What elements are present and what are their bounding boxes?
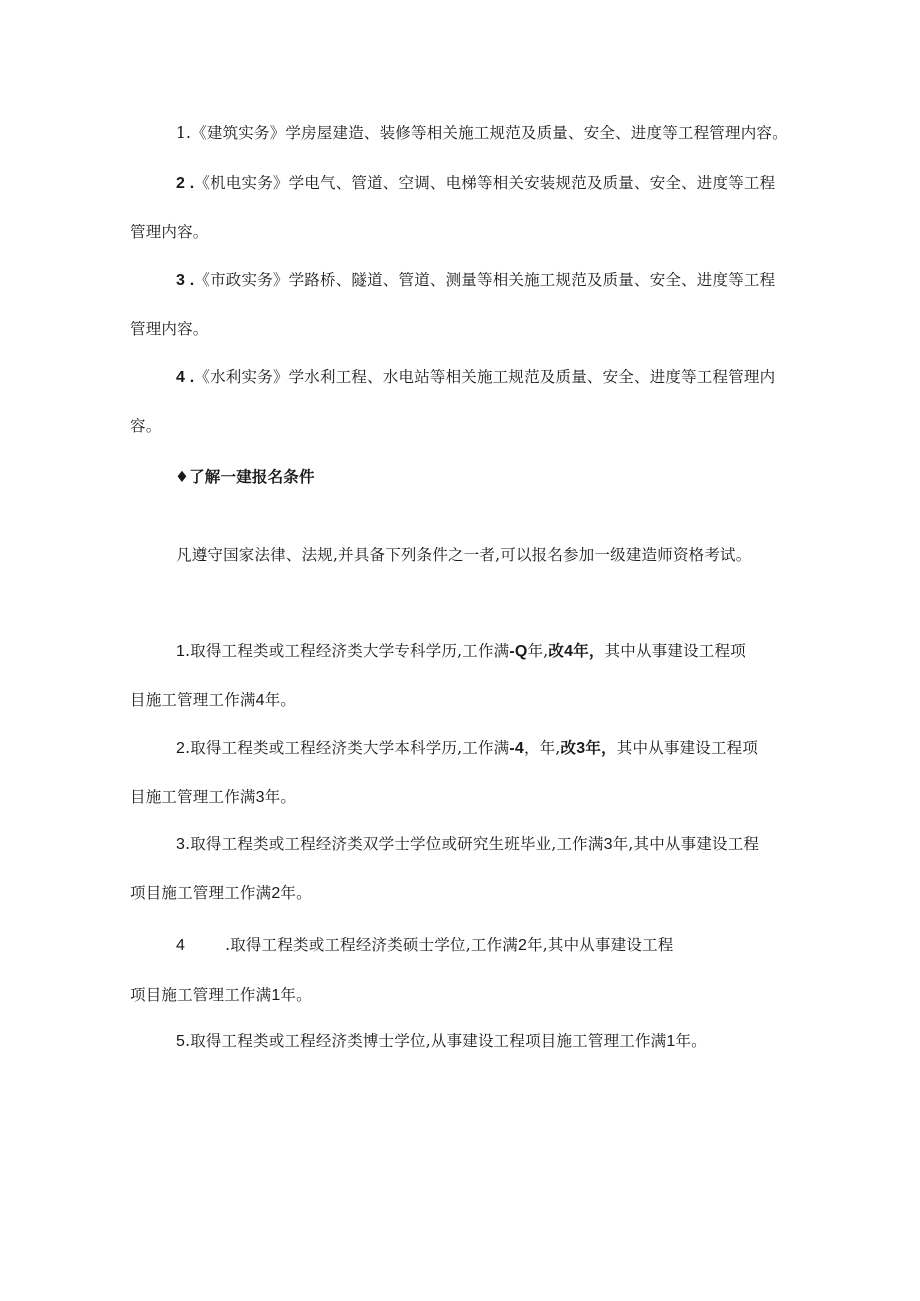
subject-number: 2 . xyxy=(176,175,195,192)
condition-text: -4 xyxy=(509,740,525,757)
condition-text: 改 xyxy=(548,642,565,660)
condition-text: 1 xyxy=(666,1033,676,1050)
subject-text: 《市政实务》学路桥、隧道、管道、测量等相关施工规范及质量、安全、进度等工程 xyxy=(194,271,776,289)
subject-item-4-continued xyxy=(130,416,161,436)
condition-item-4 xyxy=(176,935,674,956)
condition-item-5 xyxy=(176,1031,707,1052)
condition-text: 项目施工管理工作满 xyxy=(130,884,272,902)
condition-text: 年。 xyxy=(264,691,297,709)
heading-text: 了解一建报名条件 xyxy=(189,468,315,486)
condition-text: 4 xyxy=(255,692,265,709)
subject-number: 1. xyxy=(176,124,192,142)
subject-item-3 xyxy=(176,270,775,291)
condition-text: 其中从事建设工程项 xyxy=(604,642,746,660)
condition-text: 2 xyxy=(517,937,528,954)
subject-text: 容。 xyxy=(130,417,162,435)
subject-text: 《机电实务》学电气、管道、空调、电梯等相关安装规范及质量、安全、进度等工程 xyxy=(194,174,776,192)
subject-item-3-continued xyxy=(130,319,209,339)
condition-text: 目施工管理工作满 xyxy=(130,691,256,709)
condition-text: 年， xyxy=(573,642,605,660)
condition-number: 5 xyxy=(176,1033,186,1050)
condition-text: 年。 xyxy=(675,1032,707,1050)
condition-text: .取得工程类或工程经济类大学本科学历,工作满 xyxy=(185,739,510,757)
condition-text: 项目施工管理工作满 xyxy=(130,986,272,1004)
condition-number: 3 xyxy=(176,836,186,853)
diamond-bullet-icon: ♦ xyxy=(175,468,190,486)
subject-item-1 xyxy=(176,123,788,143)
subject-number: 3 . xyxy=(176,272,195,289)
condition-number: 2 xyxy=(176,740,186,757)
condition-text: 4 xyxy=(564,643,574,660)
condition-text: 3 xyxy=(603,836,613,853)
subject-text: 《水利实务》学水利工程、水电站等相关施工规范及质量、安全、进度等工程管理内 xyxy=(194,368,776,386)
condition-text: 其中从事建设工程项 xyxy=(616,739,759,757)
condition-text: ，年, xyxy=(524,739,561,757)
condition-text: 1 xyxy=(271,987,281,1004)
condition-text: .取得工程类或工程经济类博士学位,从事建设工程项目施工管理工作满 xyxy=(185,1032,667,1050)
condition-text: 年， xyxy=(585,739,617,757)
condition-text: 目施工管理工作满 xyxy=(130,788,256,806)
condition-text: 年, xyxy=(527,642,549,660)
subject-text: 管理内容。 xyxy=(130,223,209,241)
condition-text: .取得工程类或工程经济类双学士学位或研究生班毕业,工作满 xyxy=(185,835,604,853)
intro-paragraph: 凡遵守国家法律、法规,并具备下列条件之一者,可以报名参加一级建造师资格考试。 xyxy=(176,546,752,564)
subject-text: 管理内容。 xyxy=(130,320,209,338)
condition-item-1 xyxy=(176,641,746,662)
subject-item-4 xyxy=(176,367,775,388)
condition-text: 2 xyxy=(271,885,281,902)
subject-item-2-continued xyxy=(130,222,209,242)
condition-text: 年。 xyxy=(280,884,312,902)
condition-number: 1 xyxy=(176,643,186,660)
condition-item-1-continued xyxy=(130,690,296,711)
condition-text: 改 xyxy=(560,739,577,757)
condition-item-3-continued xyxy=(130,883,312,904)
condition-text: 年。 xyxy=(280,986,312,1004)
condition-text: .取得工程类或工程经济类大学专科学历,工作满 xyxy=(185,642,510,660)
condition-text: 3 xyxy=(255,789,265,806)
condition-text: 年,其中从事建设工程 xyxy=(527,936,674,954)
condition-text: 年。 xyxy=(264,788,297,806)
subject-text: 《建筑实务》学房屋建造、装修等相关施工规范及质量、安全、进度等工程管理内容。 xyxy=(191,124,788,142)
subject-number: 4 . xyxy=(176,369,195,386)
condition-number: 4 xyxy=(176,937,186,954)
condition-item-4-continued xyxy=(130,985,312,1006)
section-heading xyxy=(175,467,315,487)
condition-item-2-continued xyxy=(130,787,296,808)
condition-text: .取得工程类或工程经济类硕士学位,工作满 xyxy=(225,936,518,954)
condition-item-2 xyxy=(176,738,758,759)
subject-item-2 xyxy=(176,173,775,194)
condition-item-3 xyxy=(176,834,759,855)
condition-text: 年,其中从事建设工程 xyxy=(612,835,760,853)
condition-text: -Q xyxy=(509,643,528,660)
condition-text: 3 xyxy=(576,740,586,757)
